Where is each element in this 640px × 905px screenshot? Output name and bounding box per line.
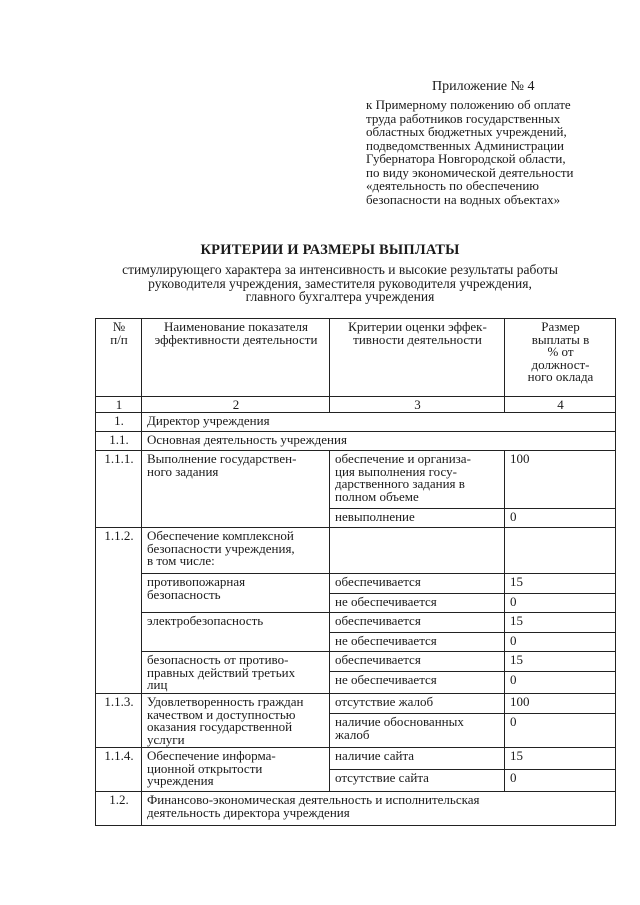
table-header-row [96, 319, 616, 397]
indicator-name: Обеспечение комплексной безопасности учреждения, в том числе: [142, 528, 330, 574]
table-row [96, 613, 616, 633]
header-indicator: Наименование показателя эффективности деятельности [142, 319, 330, 397]
column-number: 3 [330, 397, 505, 413]
indicator-name: Удовлетворенность граждан качеством и доступностью оказания государственной услуги [142, 694, 330, 748]
payment-size: 15 [505, 748, 616, 770]
table-row [96, 528, 616, 574]
payment-size: 0 [505, 770, 616, 792]
column-number: 2 [142, 397, 330, 413]
appendix-note-line: по виду экономической деятельности [366, 164, 574, 180]
indicator-name: Выполнение государствен- ного задания [142, 451, 330, 528]
payment-size: 15 [505, 574, 616, 594]
table-row [96, 748, 616, 770]
subtitle-line: главного бухгалтера учреждения [245, 289, 435, 304]
criterion: отсутствие сайта [330, 770, 505, 792]
criterion: обеспечивается [330, 574, 505, 594]
section-title: Основная деятельность учреждения [142, 432, 616, 451]
section-title: Финансово-экономическая деятельность и исполнительская деятельность директора учреждения [142, 792, 616, 826]
table-row [96, 694, 616, 714]
payment-size: 0 [505, 594, 616, 613]
appendix-note-line: областных бюджетных учреждений, [366, 124, 567, 139]
appendix-note-line: к Примерному положению об оплате [366, 97, 571, 112]
column-number: 4 [505, 397, 616, 413]
payment-size: 0 [505, 714, 616, 748]
criteria-table [95, 318, 616, 826]
payment-size: 0 [505, 509, 616, 528]
header-criteria: Критерии оценки эффек- тивности деятельности [330, 319, 505, 397]
sub-indicator-name: противопожарная безопасность [142, 574, 330, 613]
section-title: Директор учреждения [142, 413, 616, 432]
header-num: № п/п [96, 319, 142, 397]
row-number: 1.1.4. [96, 748, 142, 792]
appendix-note [366, 98, 616, 206]
appendix-note-line: подведомственных Администрации [366, 137, 564, 153]
criterion: невыполнение [330, 509, 505, 528]
row-number: 1.2. [96, 792, 142, 826]
row-number: 1.1. [96, 432, 142, 451]
column-number: 1 [96, 397, 142, 413]
table-row [96, 451, 616, 509]
row-number: 1. [96, 413, 142, 432]
payment-size: 15 [505, 652, 616, 672]
appendix-note-line: «деятельность по обеспечению [366, 178, 539, 193]
indicator-name: Обеспечение информа- ционной открытости учреждения [142, 748, 330, 792]
criterion: не обеспечивается [330, 633, 505, 652]
appendix-note-line: труда работников государственных [366, 110, 561, 126]
criterion: обеспечение и организа- ция выполнения госу- дарственного задания в полном объеме [330, 451, 505, 509]
criterion: не обеспечивается [330, 672, 505, 694]
payment-size: 100 [505, 451, 616, 509]
criterion [330, 528, 505, 574]
criterion: обеспечивается [330, 652, 505, 672]
appendix-note-line: Губернатора Новгородской области, [366, 151, 566, 166]
payment-size: 0 [505, 633, 616, 652]
criterion: обеспечивается [330, 613, 505, 633]
criterion: наличие обоснованных жалоб [330, 714, 505, 748]
appendix-note-line: безопасности на водных объектах» [366, 191, 561, 207]
document-title: КРИТЕРИИ И РАЗМЕРЫ ВЫПЛАТЫ [200, 242, 460, 258]
criterion: не обеспечивается [330, 594, 505, 613]
payment-size: 100 [505, 694, 616, 714]
header-size: Размер выплаты в % от должност- ного оклада [505, 319, 616, 397]
payment-size: 0 [505, 672, 616, 694]
criterion: отсутствие жалоб [330, 694, 505, 714]
table-row [96, 792, 616, 826]
row-number: 1.1.1. [96, 451, 142, 528]
payment-size: 15 [505, 613, 616, 633]
column-number-row [96, 397, 616, 413]
subtitle-line: руководителя учреждения, заместителя руководителя учреждения, [148, 275, 532, 291]
criterion: наличие сайта [330, 748, 505, 770]
table-row [96, 432, 616, 451]
appendix-title: Приложение № 4 [432, 79, 535, 94]
subtitle-line: стимулирующего характера за интенсивность и высокие результаты работы [122, 262, 558, 277]
row-number: 1.1.2. [96, 528, 142, 694]
sub-indicator-name: безопасность от противо- правных действий третьих лиц [142, 652, 330, 694]
table-row [96, 574, 616, 594]
payment-size [505, 528, 616, 574]
table-row [96, 413, 616, 432]
table-row [96, 652, 616, 672]
sub-indicator-name: электробезопасность [142, 613, 330, 652]
row-number: 1.1.3. [96, 694, 142, 748]
document-subtitle [0, 263, 640, 304]
